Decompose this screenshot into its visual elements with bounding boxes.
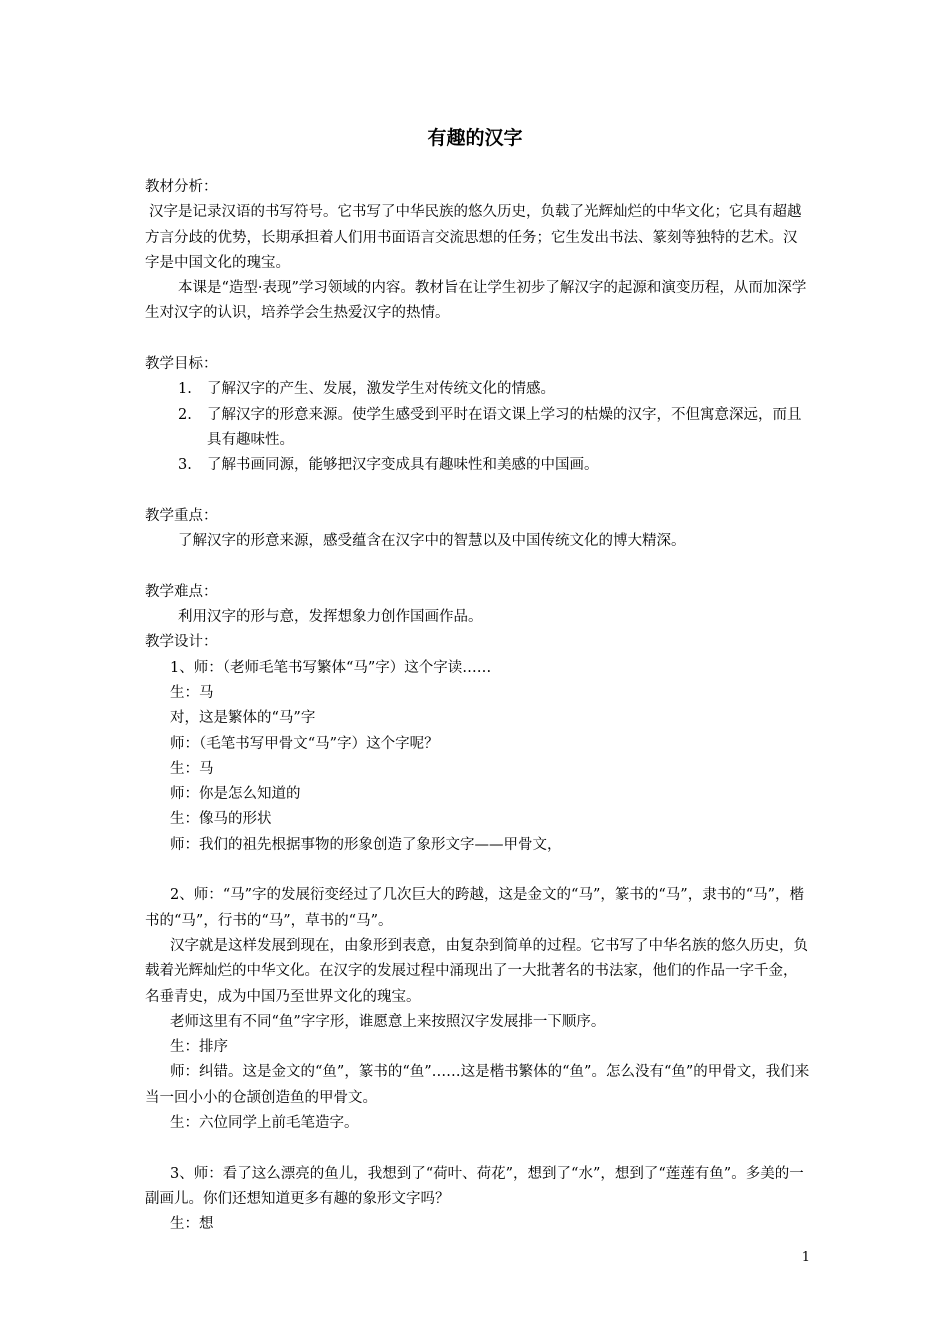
document-title: 有趣的汉字: [427, 127, 523, 149]
page-number: 1: [801, 1250, 810, 1265]
design-heading: 教学设计：: [145, 634, 218, 651]
dialogue-paragraph: 汉字就是这样发展到现在，由象形到表意，由复杂到简单的过程。它书写了中华名族的悠久历史，负载着光辉灿烂的中华文化。在汉字的发展过程中涌现出了一大批著名的书法家，他们的作品一字千金，名垂青史，成为中国乃至世界文化的瑰宝。: [145, 937, 808, 1005]
material-paragraph-2: 本课是“造型·表现”学习领域的内容。教材旨在让学生初步了解汉字的起源和演变历程，从而加深学生对汉字的认识，培养学会生热爱汉字的热情。: [145, 280, 807, 322]
dialogue-paragraph: 生：想: [170, 1216, 214, 1233]
spacer: [145, 479, 810, 504]
list-item: [145, 453, 810, 478]
dialogue-line: 生：马: [170, 760, 214, 777]
list-item: [145, 403, 810, 454]
dialogue-paragraph: 生：排序: [170, 1039, 228, 1056]
material-paragraph-1: 汉字是记录汉语的书写符号。它书写了中华民族的悠久历史，负载了光辉灿烂的中华文化；它具有超越方言分歧的优势，长期承担着人们用书面语言交流思想的任务；它生发出书法、篆刻等独特的艺术。汉字是中国文化的瑰宝。: [145, 204, 802, 271]
spacer: [145, 554, 810, 579]
list-item: [145, 377, 810, 402]
document-body: [145, 175, 810, 1237]
spacer: [145, 1136, 810, 1161]
spacer: [145, 858, 810, 883]
difficulty-text: 利用汉字的形与意，发挥想象力创作国画作品。: [178, 609, 483, 626]
list-item-number: 3.: [178, 457, 192, 474]
dialogue-line: 师：你是怎么知道的: [170, 786, 301, 803]
goals-list: [145, 377, 810, 478]
list-item-number: 1.: [178, 381, 192, 398]
dialogue-paragraph: 3、师：看了这么漂亮的鱼儿，我想到了“荷叶、荷花”，想到了“水”，想到了“莲莲有鱼”。多美的一副画儿。你们还想知道更多有趣的象形文字吗？: [145, 1165, 804, 1207]
difficulty-heading: 教学难点：: [145, 583, 218, 600]
goals-heading: 教学目标：: [145, 356, 218, 373]
list-item-number: 2.: [178, 406, 192, 423]
dialogue-line: 生：像马的形状: [170, 811, 272, 828]
dialogue-paragraph: 师：纠错。这是金文的“鱼”，篆书的“鱼”……这是楷书繁体的“鱼”。怎么没有“鱼”的甲骨文，我们来当一回小小的仓颉创造鱼的甲骨文。: [145, 1064, 810, 1106]
focus-heading: 教学重点：: [145, 507, 218, 524]
dialogue-paragraph: 2、师：“马”字的发展衍变经过了几次巨大的跨越，这是金文的“马”，篆书的“马”，隶书的“马”，楷书的“马”，行书的“马”，草书的“马”。: [145, 887, 805, 929]
material-heading: 教材分析：: [145, 179, 218, 195]
dialogue-line: 师：（毛笔书写甲骨文“马”字）这个字呢？: [170, 735, 439, 752]
list-item-text: 了解汉字的形意来源。使学生感受到平时在语文课上学习的枯燥的汉字，不但寓意深远，而且具有趣味性。: [207, 406, 802, 448]
spacer: [145, 327, 810, 352]
focus-text: 了解汉字的形意来源，感受蕴含在汉字中的智慧以及中国传统文化的博大精深。: [178, 533, 686, 550]
list-item-text: 了解汉字的产生、发展，激发学生对传统文化的情感。: [207, 381, 555, 398]
dialogue-paragraph: 生：六位同学上前毛笔造字。: [170, 1114, 359, 1131]
dialogue-paragraph: 老师这里有不同“鱼”字字形，谁愿意上来按照汉字发展排一下顺序。: [170, 1013, 606, 1030]
list-item-text: 了解书画同源，能够把汉字变成具有趣味性和美感的中国画。: [207, 457, 599, 474]
dialogue-line: 对，这是繁体的“马”字: [170, 710, 316, 727]
dialogue-line: 1、师：（老师毛笔书写繁体“马”字）这个字读……: [170, 659, 492, 676]
dialogue-line: 师：我们的祖先根据事物的形象创造了象形文字——甲骨文，: [170, 836, 562, 853]
dialogue-line: 生：马: [170, 684, 214, 701]
